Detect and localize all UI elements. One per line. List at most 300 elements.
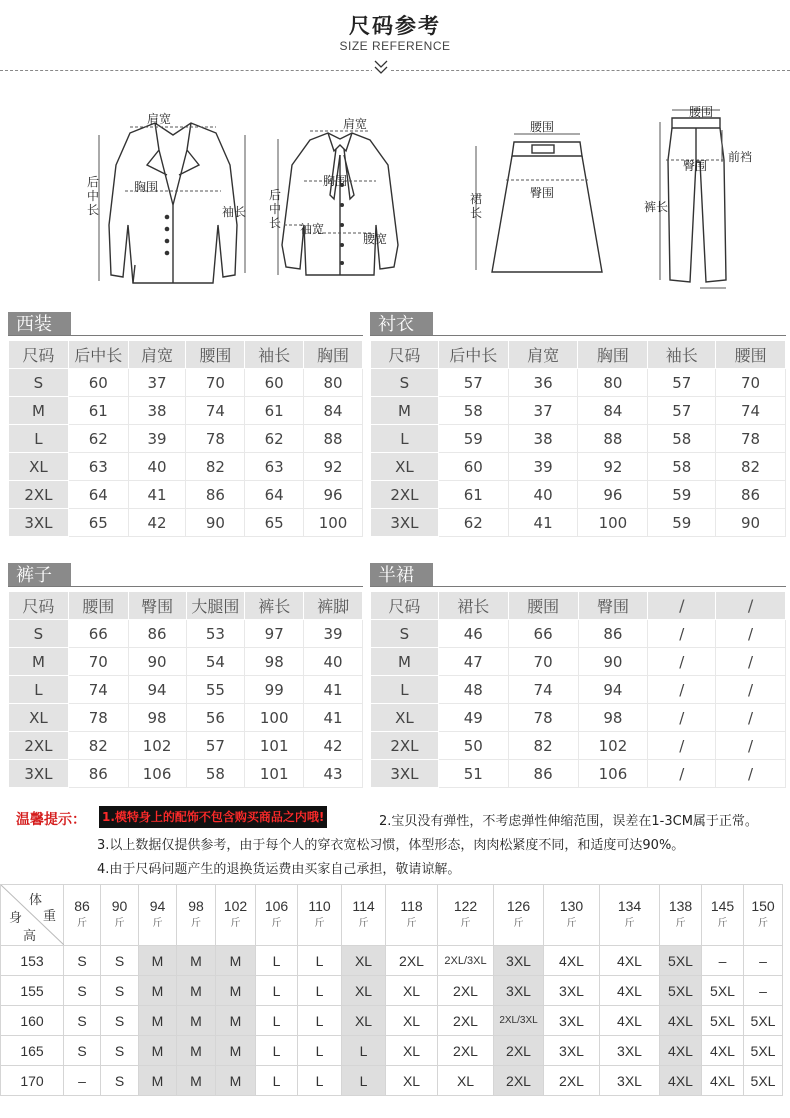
table-row (371, 369, 786, 397)
measurement-cell: 70 (716, 369, 786, 397)
shirt-chest-label: 胸围 (323, 174, 348, 188)
height-cell: 170 (1, 1066, 64, 1096)
column-header: 腰围 (508, 592, 578, 620)
shirt-shoulder-label: 肩宽 (343, 117, 368, 131)
recommended-size-cell: 3XL (600, 1036, 660, 1066)
measurement-cell: 86 (578, 620, 648, 648)
corner-weight-1: 体 (29, 892, 43, 907)
recommended-size-cell: M (216, 946, 256, 976)
size-cell: S (371, 369, 439, 397)
measurement-cell: / (716, 648, 786, 676)
table-row (371, 620, 786, 648)
weight-header (702, 885, 744, 946)
measurement-cell: 36 (508, 369, 578, 397)
column-header: 肩宽 (128, 341, 186, 369)
table-title: 衬衣 (370, 312, 433, 336)
weight-header (177, 885, 216, 946)
measurement-cell: 50 (438, 732, 508, 760)
height-cell: 165 (1, 1036, 64, 1066)
recommended-size-cell: M (216, 976, 256, 1006)
recommended-size-cell: 4XL (660, 1006, 702, 1036)
recommended-size-cell: S (64, 1006, 101, 1036)
column-header: 尺码 (9, 592, 69, 620)
table-row (371, 481, 786, 509)
column-header: 袖长 (648, 341, 716, 369)
measurement-cell: / (648, 676, 716, 704)
measurement-cell: 56 (186, 704, 245, 732)
corner-height-2: 高 (23, 928, 37, 943)
size-cell: 3XL (371, 509, 439, 537)
measurement-cell: 99 (245, 676, 304, 704)
measurement-cell: 41 (304, 704, 363, 732)
recommended-size-cell: M (177, 1006, 216, 1036)
recommended-size-cell: XL (342, 1006, 386, 1036)
measurement-cell: 70 (68, 648, 128, 676)
measurement-cell: 57 (648, 369, 716, 397)
recommended-size-cell: 3XL (544, 1006, 600, 1036)
weight-header (544, 885, 600, 946)
size-cell: 3XL (371, 760, 439, 788)
recommended-size-cell: L (256, 946, 298, 976)
weight-header (216, 885, 256, 946)
recommended-size-cell: M (139, 1006, 177, 1036)
table-header-row (371, 592, 786, 620)
table-row (371, 425, 786, 453)
recommended-size-cell: XL (386, 1006, 438, 1036)
measurement-cell: 78 (716, 425, 786, 453)
recommended-size-cell: 2XL/3XL (494, 1006, 544, 1036)
height-cell: 153 (1, 946, 64, 976)
page-title: 尺码参考 (349, 14, 441, 38)
table-row (371, 704, 786, 732)
table-row (371, 676, 786, 704)
recommended-size-cell: – (64, 1066, 101, 1096)
table-row (371, 760, 786, 788)
column-header: 腰围 (716, 341, 786, 369)
size-cell: XL (371, 453, 439, 481)
measurement-cell: 60 (245, 369, 304, 397)
column-header: 腰围 (68, 592, 128, 620)
recommended-size-cell: 3XL (600, 1066, 660, 1096)
recommended-size-cell: 3XL (544, 1036, 600, 1066)
table-row (9, 732, 363, 760)
weight-value: 98 (188, 898, 204, 914)
blazer-back-length-label: 后中长 (86, 175, 99, 217)
measurement-cell: 90 (716, 509, 786, 537)
column-header: 胸围 (578, 341, 648, 369)
measurement-cell: 40 (128, 453, 186, 481)
size-cell: S (9, 620, 69, 648)
measurement-cell: 62 (438, 509, 508, 537)
measurement-cell: 98 (128, 704, 186, 732)
table-row (371, 397, 786, 425)
column-header: 肩宽 (508, 341, 578, 369)
measurement-cell: 57 (648, 397, 716, 425)
measurement-cell: 59 (438, 425, 508, 453)
size-cell: S (9, 369, 69, 397)
pants-rise-label: 前裆 (728, 150, 753, 164)
measurement-cell: 70 (508, 648, 578, 676)
measurement-cell: 74 (716, 397, 786, 425)
weight-value: 150 (751, 898, 775, 914)
recommended-size-cell: 2XL (438, 1036, 494, 1066)
table-row (9, 620, 363, 648)
measurement-cell: 48 (438, 676, 508, 704)
recommended-size-cell: 5XL (744, 1006, 783, 1036)
measurement-cell: 61 (438, 481, 508, 509)
table-title: 半裙 (370, 563, 433, 587)
measurement-cell: 100 (245, 704, 304, 732)
tip-item-3: 3.以上数据仅提供参考，由于每个人的穿衣宽松习惯，体型形态，肉肉松紧度不同，和适度可达90%。 (97, 838, 685, 853)
weight-header (342, 885, 386, 946)
measurement-cell: 61 (68, 397, 128, 425)
measurement-cell: 39 (508, 453, 578, 481)
measurement-cell: 86 (508, 760, 578, 788)
measurement-cell: 100 (304, 509, 363, 537)
recommended-size-cell: 4XL (600, 946, 660, 976)
weight-header-row (1, 885, 783, 946)
measurement-cell: / (716, 760, 786, 788)
table-title: 西装 (8, 312, 71, 336)
measurement-cell: 38 (128, 397, 186, 425)
recommended-size-cell: L (256, 976, 298, 1006)
measurement-cell: 41 (304, 676, 363, 704)
double-chevron-down-icon (372, 58, 390, 78)
recommended-size-cell: M (177, 1066, 216, 1096)
size-cell: L (371, 425, 439, 453)
recommended-size-cell: L (256, 1036, 298, 1066)
weight-value: 86 (74, 898, 90, 914)
measurement-cell: 84 (578, 397, 648, 425)
measurement-cell: 86 (68, 760, 128, 788)
shirt-illustration (270, 115, 410, 290)
shirt-back-length-label: 后中长 (268, 188, 281, 230)
size-cell: 3XL (9, 509, 69, 537)
weight-header (660, 885, 702, 946)
weight-value: 94 (149, 898, 166, 914)
weight-unit: 斤 (191, 918, 201, 929)
table-row (9, 369, 363, 397)
measurement-cell: 51 (438, 760, 508, 788)
measurement-cell: 46 (438, 620, 508, 648)
recommended-size-cell: 5XL (702, 976, 744, 1006)
column-header: 裤长 (245, 592, 304, 620)
recommended-size-cell: L (298, 976, 342, 1006)
measurement-cell: 65 (68, 509, 128, 537)
measurement-cell: 80 (304, 369, 363, 397)
measurement-cell: 92 (304, 453, 363, 481)
recommended-size-cell: S (101, 946, 139, 976)
column-header: 臀围 (578, 592, 648, 620)
recommended-size-cell: 5XL (702, 1006, 744, 1036)
recommended-size-cell: S (101, 976, 139, 1006)
weight-unit: 斤 (717, 918, 728, 929)
measurement-cell: 86 (128, 620, 186, 648)
measurement-cell: 60 (438, 453, 508, 481)
measurement-cell: 64 (245, 481, 304, 509)
size-cell: 2XL (9, 481, 69, 509)
blazer-shoulder-label: 肩宽 (147, 112, 172, 126)
weight-unit: 斤 (758, 918, 768, 929)
page-subtitle: SIZE REFERENCE (339, 39, 451, 53)
recommended-size-cell: 2XL (494, 1066, 544, 1096)
tip-item-4: 4.由于尺码问题产生的退换货运费由买家自己承担，敬请谅解。 (97, 862, 461, 877)
measurement-cell: 70 (186, 369, 245, 397)
recommended-size-cell: M (177, 976, 216, 1006)
measurement-cell: 97 (245, 620, 304, 648)
recommended-size-cell: L (298, 946, 342, 976)
recommended-size-cell: XL (438, 1066, 494, 1096)
measurement-cell: 41 (128, 481, 186, 509)
weight-unit: 斤 (358, 918, 369, 929)
measurement-cell: 74 (186, 397, 245, 425)
measurement-cell: 90 (128, 648, 186, 676)
weight-header (438, 885, 494, 946)
recommended-size-cell: 2XL (386, 946, 438, 976)
measurement-cell: 65 (245, 509, 304, 537)
size-cell: 2XL (9, 732, 69, 760)
measurement-cell: 94 (128, 676, 186, 704)
table-header-row (9, 592, 363, 620)
skirt-length-label: 裙长 (469, 192, 482, 220)
measurement-cell: 86 (186, 481, 245, 509)
recommended-size-cell: 2XL (544, 1066, 600, 1096)
measurement-cell: 102 (128, 732, 186, 760)
recommended-size-cell: 3XL (494, 976, 544, 1006)
measurement-cell: 106 (128, 760, 186, 788)
weight-unit: 斤 (566, 918, 577, 929)
measurement-cell: 40 (508, 481, 578, 509)
table-row (9, 453, 363, 481)
measurement-cell: 82 (186, 453, 245, 481)
measurement-cell: 84 (304, 397, 363, 425)
measurement-cell: 39 (304, 620, 363, 648)
tip-item-1: 1.模特身上的配饰不包含购买商品之内哦! (99, 806, 327, 828)
measurement-cell: / (648, 704, 716, 732)
table-row (371, 648, 786, 676)
recommended-size-cell: XL (342, 976, 386, 1006)
recommended-size-cell: L (342, 1036, 386, 1066)
table-row (371, 732, 786, 760)
measurement-cell: 66 (508, 620, 578, 648)
recommended-size-cell: – (702, 946, 744, 976)
recommended-size-cell: 2XL (438, 976, 494, 1006)
table-header-row (371, 341, 786, 369)
measurement-cell: / (648, 620, 716, 648)
pants-hip-label: 臀围 (683, 159, 708, 173)
recommended-size-cell: M (216, 1006, 256, 1036)
size-cell: XL (9, 453, 69, 481)
weight-unit: 斤 (114, 918, 125, 929)
blazer-chest-label: 胸围 (134, 180, 159, 194)
column-header: 裙长 (438, 592, 508, 620)
recommended-size-cell: S (101, 1066, 139, 1096)
table-row (9, 509, 363, 537)
size-cell: XL (371, 704, 439, 732)
weight-unit: 斤 (675, 918, 686, 929)
weight-unit: 斤 (513, 918, 524, 929)
column-header: 尺码 (371, 341, 439, 369)
weight-value: 122 (453, 898, 478, 914)
measurement-cell: 58 (648, 453, 716, 481)
recommended-size-cell: S (64, 1036, 101, 1066)
column-header: 后中长 (438, 341, 508, 369)
weight-unit: 斤 (406, 918, 417, 929)
recommended-size-cell: L (256, 1066, 298, 1096)
recommended-size-cell: 2XL/3XL (438, 946, 494, 976)
shirt-cuff-label: 袖宽 (300, 222, 325, 236)
measurement-cell: / (716, 620, 786, 648)
table-row (371, 509, 786, 537)
measurement-cell: 64 (68, 481, 128, 509)
measurement-cell: 39 (128, 425, 186, 453)
measurement-cell: 57 (438, 369, 508, 397)
measurement-cell: 90 (186, 509, 245, 537)
measurement-cell: 106 (578, 760, 648, 788)
size-cell: M (371, 648, 439, 676)
measurement-cell: 47 (438, 648, 508, 676)
recommended-size-cell: 2XL (438, 1006, 494, 1036)
measurement-cell: 100 (578, 509, 648, 537)
measurement-cell: 59 (648, 481, 716, 509)
size-cell: L (9, 425, 69, 453)
measurement-cell: 78 (68, 704, 128, 732)
recommended-size-cell: L (298, 1006, 342, 1036)
height-cell: 160 (1, 1006, 64, 1036)
measurement-cell: 37 (508, 397, 578, 425)
height-row (1, 946, 783, 976)
column-header: 尺码 (9, 341, 69, 369)
measurement-cell: 61 (245, 397, 304, 425)
size-cell: M (371, 397, 439, 425)
recommended-size-cell: 2XL (494, 1036, 544, 1066)
weight-value: 126 (506, 898, 531, 914)
table-header-row (9, 341, 363, 369)
column-header: 袖长 (245, 341, 304, 369)
measurement-cell: 66 (68, 620, 128, 648)
recommended-size-cell: 5XL (660, 976, 702, 1006)
recommended-size-cell: M (177, 1036, 216, 1066)
weight-value: 110 (308, 898, 331, 914)
measurement-cell: / (716, 704, 786, 732)
table-row (9, 648, 363, 676)
measurement-cell: 58 (648, 425, 716, 453)
measurement-cell: 58 (186, 760, 245, 788)
weight-header (298, 885, 342, 946)
height-row (1, 976, 783, 1006)
weight-header (600, 885, 660, 946)
header-divider (0, 70, 790, 71)
recommended-size-cell: M (139, 976, 177, 1006)
column-header: 大腿围 (186, 592, 245, 620)
measurement-cell: 82 (68, 732, 128, 760)
measurement-cell: 82 (716, 453, 786, 481)
recommended-size-cell: XL (386, 976, 438, 1006)
recommended-size-cell: S (101, 1006, 139, 1036)
weight-unit: 斤 (230, 918, 241, 929)
measurement-cell: 60 (68, 369, 128, 397)
column-header: / (648, 592, 716, 620)
weight-value: 134 (617, 898, 642, 914)
recommended-size-cell: 4XL (702, 1036, 744, 1066)
recommended-size-cell: 4XL (660, 1036, 702, 1066)
column-header: 腰围 (186, 341, 245, 369)
measurement-cell: 102 (578, 732, 648, 760)
weight-value: 102 (223, 898, 248, 914)
recommended-size-cell: M (216, 1036, 256, 1066)
recommended-size-cell: 3XL (494, 946, 544, 976)
weight-header (139, 885, 177, 946)
weight-unit: 斤 (152, 918, 163, 929)
weight-header (386, 885, 438, 946)
measurement-cell: 62 (68, 425, 128, 453)
recommended-size-cell: M (216, 1066, 256, 1096)
weight-unit: 斤 (624, 918, 635, 929)
weight-header (256, 885, 298, 946)
recommended-size-cell: 4XL (544, 946, 600, 976)
size-cell: M (9, 397, 69, 425)
measurement-cell: 90 (578, 648, 648, 676)
measurement-cell: / (648, 732, 716, 760)
column-header: 裤脚 (304, 592, 363, 620)
weight-value: 114 (352, 898, 375, 914)
measurement-cell: 78 (186, 425, 245, 453)
measurement-cell: 41 (508, 509, 578, 537)
measurement-cell: 55 (186, 676, 245, 704)
weight-unit: 斤 (314, 918, 325, 929)
measurement-cell: 74 (508, 676, 578, 704)
recommended-size-cell: 5XL (660, 946, 702, 976)
height-row (1, 1006, 783, 1036)
corner-height-1: 身 (9, 910, 23, 925)
recommended-size-cell: XL (342, 946, 386, 976)
table-row (9, 704, 363, 732)
measurement-cell: 94 (578, 676, 648, 704)
measurement-cell: 78 (508, 704, 578, 732)
measurement-cell: 37 (128, 369, 186, 397)
skirt-hip-label: 臀围 (530, 186, 555, 200)
tips-label: 温馨提示： (16, 812, 86, 828)
table-title: 裤子 (8, 563, 71, 587)
recommended-size-cell: 3XL (544, 976, 600, 1006)
recommended-size-cell: L (342, 1066, 386, 1096)
corner-weight-2: 重 (43, 908, 57, 923)
size-cell: 3XL (9, 760, 69, 788)
recommended-size-cell: S (64, 946, 101, 976)
recommended-size-cell: L (298, 1066, 342, 1096)
shirt-waist-label: 腰宽 (363, 232, 388, 246)
measurement-cell: 57 (186, 732, 245, 760)
blazer-illustration (85, 105, 260, 295)
size-recommendation-table (0, 884, 783, 1096)
measurement-cell: 98 (245, 648, 304, 676)
measurement-cell: 96 (304, 481, 363, 509)
table-row (9, 676, 363, 704)
height-cell: 155 (1, 976, 64, 1006)
measurement-cell: 88 (304, 425, 363, 453)
measurement-cell: 101 (245, 760, 304, 788)
recommended-size-cell: 4XL (660, 1066, 702, 1096)
weight-unit: 斤 (460, 918, 471, 929)
size-cell: L (9, 676, 69, 704)
size-cell: 2XL (371, 732, 439, 760)
recommended-size-cell: M (139, 1066, 177, 1096)
measurement-cell: / (648, 648, 716, 676)
column-header: 胸围 (304, 341, 363, 369)
recommended-size-cell: 4XL (600, 1006, 660, 1036)
measurement-cell: 49 (438, 704, 508, 732)
measurement-cell: / (716, 676, 786, 704)
